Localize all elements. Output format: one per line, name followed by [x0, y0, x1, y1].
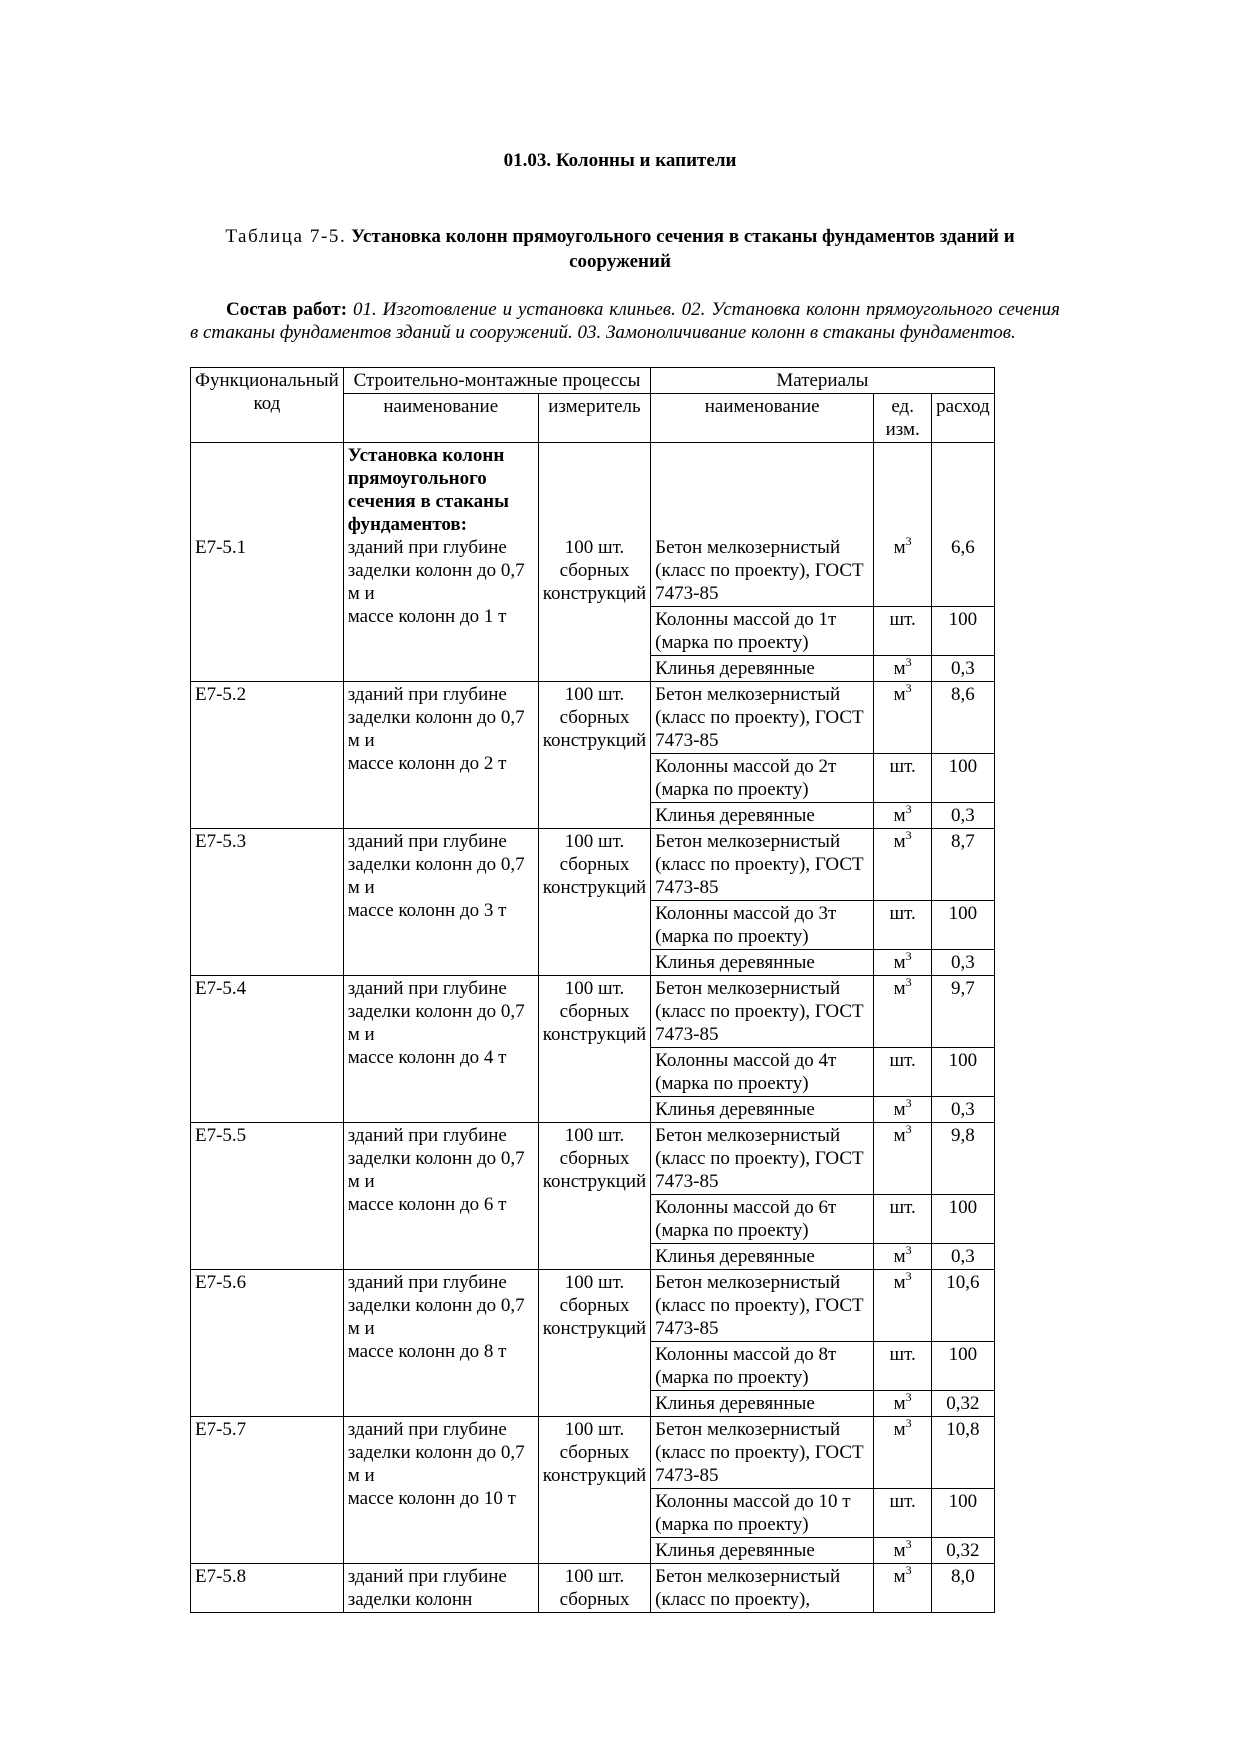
header-meter: измеритель: [538, 394, 650, 443]
row-meter: 100 шт. сборных конструкций: [542, 978, 647, 1045]
material-qty: [932, 976, 995, 1048]
material-name: [651, 1195, 874, 1244]
qty-text: 6,6: [951, 537, 975, 558]
material-name: [651, 1048, 874, 1097]
material-unit: [874, 1538, 932, 1564]
composition-text: 01. Изготовление и установка клиньев. 02. Установка колонн прямоугольного сечения в стаканы фундаментов зданий и сооружений. 03. Замоноличивание колонн в стаканы фундаментов.: [190, 299, 1060, 343]
material-qty: [932, 1244, 995, 1270]
table-title-prefix: Таблица 7-5.: [225, 226, 347, 247]
material-name-text: Клинья деревянные: [655, 1099, 815, 1120]
qty-text: 100: [948, 1491, 978, 1512]
qty-text: 100: [948, 1344, 978, 1365]
qty-text: 0,3: [951, 1246, 975, 1267]
cell-meter: [538, 1270, 650, 1417]
header-material-name: наименование: [651, 394, 874, 443]
qty-text: 8,0: [951, 1566, 975, 1587]
page-heading: 01.03. Колонны и капители: [503, 150, 737, 171]
material-name-text: Колонны массой до 3т (марка по проекту): [655, 903, 837, 947]
row-meter: 100 шт. сборных конструкций: [542, 1125, 647, 1192]
material-qty: [932, 1489, 995, 1538]
row-meter: 100 шт. сборных конструкций: [542, 684, 647, 751]
material-qty: [932, 656, 995, 682]
material-unit: [874, 607, 932, 656]
material-name-text: Бетон мелкозернистый (класс по проекту),: [655, 1566, 841, 1610]
qty-text: 100: [948, 1197, 978, 1218]
material-name-text: Колонны массой до 2т (марка по проекту): [655, 756, 837, 800]
material-name: [651, 443, 874, 607]
qty-text: 8,7: [951, 831, 975, 852]
unit-text: м: [893, 978, 906, 999]
material-name-text: Колонны массой до 4т (марка по проекту): [655, 1050, 837, 1094]
unit-exponent: 3: [905, 655, 912, 669]
unit-text: шт.: [889, 1491, 916, 1512]
material-qty: [932, 1195, 995, 1244]
unit-exponent: 3: [905, 1269, 912, 1283]
unit-text: шт.: [889, 756, 916, 777]
qty-text: 10,6: [946, 1272, 980, 1293]
cell-process: [343, 1123, 538, 1270]
material-name: [651, 976, 874, 1048]
table-title-main: Установка колонн прямоугольного сечения в стаканы фундаментов зданий и сооружений: [351, 226, 1015, 272]
cell-code: [191, 1123, 344, 1270]
row-meter: 100 шт. сборных конструкций: [542, 1419, 647, 1486]
row-meter: 100 шт. сборных конструкций: [542, 1272, 647, 1339]
process-mass: массе колонн до 4 т: [347, 1047, 507, 1068]
cell-code: [191, 829, 344, 976]
table-title: [190, 224, 1050, 274]
material-name: [651, 1564, 874, 1613]
group-heading: Установка колонн прямоугольного сечения в стаканы фундаментов:: [347, 445, 509, 535]
process-text: зданий при глубине заделки колонн до 0,7 м и: [347, 1125, 525, 1192]
material-unit: [874, 1123, 932, 1195]
cell-code: [191, 1270, 344, 1417]
composition-label: Состав работ:: [226, 299, 348, 320]
process-mass: массе колонн до 3 т: [347, 900, 507, 921]
material-qty: [932, 443, 995, 607]
header-process-name: наименование: [343, 394, 538, 443]
material-name: [651, 1244, 874, 1270]
cell-meter: [538, 829, 650, 976]
material-qty: [932, 803, 995, 829]
qty-text: 8,6: [951, 684, 975, 705]
qty-text: 10,8: [946, 1419, 980, 1440]
material-name-text: Колонны массой до 8т (марка по проекту): [655, 1344, 837, 1388]
unit-exponent: 3: [905, 534, 912, 548]
material-qty: [932, 829, 995, 901]
process-text: зданий при глубине заделки колонн до 0,7 м и: [347, 537, 525, 604]
material-unit: [874, 1244, 932, 1270]
row-meter: 100 шт. сборных конструкций: [542, 831, 647, 898]
header-unit: ед. изм.: [874, 394, 932, 443]
unit-exponent: 3: [905, 1537, 912, 1551]
header-processes: Строительно-монтажные процессы: [343, 368, 650, 394]
unit-exponent: 3: [905, 975, 912, 989]
material-name-text: Клинья деревянные: [655, 1540, 815, 1561]
unit-text: шт.: [889, 1050, 916, 1071]
material-unit: [874, 976, 932, 1048]
material-name: [651, 1417, 874, 1489]
row-code: Е7-5.1: [195, 537, 247, 558]
material-name: [651, 1538, 874, 1564]
unit-text: м: [893, 658, 906, 679]
material-unit: [874, 1195, 932, 1244]
material-name-text: Бетон мелкозернистый (класс по проекту), ГОСТ 7473-85: [655, 1125, 864, 1192]
cell-process: [343, 682, 538, 829]
table-header-row-1: [191, 368, 995, 394]
unit-text: шт.: [889, 609, 916, 630]
unit-exponent: 3: [905, 681, 912, 695]
process-text: зданий при глубине заделки колонн до 0,7 м и: [347, 978, 525, 1045]
process-mass: массе колонн до 8 т: [347, 1341, 507, 1362]
row-meter: 100 шт. сборных: [559, 1566, 630, 1610]
unit-text: шт.: [889, 903, 916, 924]
material-unit: [874, 443, 932, 607]
material-qty: [932, 1538, 995, 1564]
material-unit: [874, 950, 932, 976]
cell-code: [191, 976, 344, 1123]
process-mass: массе колонн до 6 т: [347, 1194, 507, 1215]
row-code: Е7-5.2: [195, 684, 247, 705]
cell-meter: [538, 1564, 650, 1613]
material-unit: [874, 1489, 932, 1538]
qty-text: 0,3: [951, 1099, 975, 1120]
cell-meter: [538, 443, 650, 682]
qty-text: 100: [948, 609, 978, 630]
material-name-text: Клинья деревянные: [655, 952, 815, 973]
material-name: [651, 1342, 874, 1391]
unit-text: м: [893, 1419, 906, 1440]
material-name-text: Колонны массой до 1т (марка по проекту): [655, 609, 837, 653]
header-code: Функциональный код: [191, 368, 344, 443]
material-name: [651, 656, 874, 682]
unit-exponent: 3: [905, 1416, 912, 1430]
row-code: Е7-5.4: [195, 978, 247, 999]
material-qty: [932, 1123, 995, 1195]
header-materials: Материалы: [651, 368, 995, 394]
row-code: Е7-5.3: [195, 831, 247, 852]
table-row: [191, 1417, 995, 1489]
cell-process: [343, 1270, 538, 1417]
material-qty: [932, 1342, 995, 1391]
material-unit: [874, 803, 932, 829]
unit-text: шт.: [889, 1197, 916, 1218]
unit-text: м: [893, 1272, 906, 1293]
table-row: [191, 443, 995, 607]
material-name: [651, 1123, 874, 1195]
norms-table: [190, 367, 995, 1613]
material-name-text: Клинья деревянные: [655, 805, 815, 826]
row-meter: 100 шт. сборных конструкций: [542, 537, 647, 604]
unit-text: м: [893, 1125, 906, 1146]
material-qty: [932, 682, 995, 754]
material-name: [651, 950, 874, 976]
table-row: [191, 1270, 995, 1342]
material-name: [651, 1097, 874, 1123]
unit-exponent: 3: [905, 828, 912, 842]
qty-text: 100: [948, 756, 978, 777]
material-name-text: Бетон мелкозернистый (класс по проекту), ГОСТ 7473-85: [655, 684, 864, 751]
qty-text: 0,32: [946, 1393, 980, 1414]
material-unit: [874, 754, 932, 803]
material-name: [651, 901, 874, 950]
material-unit: [874, 656, 932, 682]
qty-text: 0,32: [946, 1540, 980, 1561]
unit-exponent: 3: [905, 1390, 912, 1404]
cell-code: [191, 443, 344, 682]
material-name-text: Бетон мелкозернистый (класс по проекту), ГОСТ 7473-85: [655, 537, 864, 604]
qty-text: 100: [948, 1050, 978, 1071]
process-mass: массе колонн до 1 т: [347, 606, 507, 627]
unit-text: м: [893, 1393, 906, 1414]
material-name: [651, 754, 874, 803]
process-mass: массе колонн до 10 т: [347, 1488, 516, 1509]
material-qty: [932, 754, 995, 803]
material-unit: [874, 1564, 932, 1613]
unit-exponent: 3: [905, 1563, 912, 1577]
material-unit: [874, 829, 932, 901]
cell-code: [191, 1417, 344, 1564]
material-unit: [874, 1417, 932, 1489]
row-code: Е7-5.6: [195, 1272, 247, 1293]
cell-meter: [538, 1417, 650, 1564]
unit-text: шт.: [889, 1344, 916, 1365]
process-text: зданий при глубине заделки колонн до 0,7 м и: [347, 684, 525, 751]
process-text: зданий при глубине заделки колонн до 0,7 м и: [347, 831, 525, 898]
material-qty: [932, 901, 995, 950]
material-name-text: Колонны массой до 10 т (марка по проекту): [655, 1491, 851, 1535]
table-row: [191, 829, 995, 901]
qty-text: 0,3: [951, 952, 975, 973]
material-unit: [874, 1097, 932, 1123]
unit-exponent: 3: [905, 1243, 912, 1257]
cell-meter: [538, 682, 650, 829]
material-qty: [932, 1564, 995, 1613]
cell-process: [343, 1564, 538, 1613]
unit-exponent: 3: [905, 949, 912, 963]
material-name: [651, 1489, 874, 1538]
material-name-text: Бетон мелкозернистый (класс по проекту), ГОСТ 7473-85: [655, 831, 864, 898]
header-consumption: расход: [932, 394, 995, 443]
unit-text: м: [893, 1099, 906, 1120]
material-name: [651, 682, 874, 754]
material-qty: [932, 607, 995, 656]
cell-process: [343, 1417, 538, 1564]
material-qty: [932, 1417, 995, 1489]
unit-text: м: [893, 805, 906, 826]
material-name: [651, 1270, 874, 1342]
unit-exponent: 3: [905, 1096, 912, 1110]
unit-text: м: [893, 684, 906, 705]
material-unit: [874, 1270, 932, 1342]
material-unit: [874, 1342, 932, 1391]
process-text: зданий при глубине заделки колонн до 0,7 м и: [347, 1272, 525, 1339]
cell-meter: [538, 976, 650, 1123]
work-composition: [190, 298, 1060, 344]
material-name-text: Клинья деревянные: [655, 1393, 815, 1414]
table-row: [191, 682, 995, 754]
qty-text: 0,3: [951, 805, 975, 826]
material-qty: [932, 950, 995, 976]
cell-process: [343, 976, 538, 1123]
row-code: Е7-5.7: [195, 1419, 247, 1440]
material-unit: [874, 1391, 932, 1417]
unit-text: м: [893, 831, 906, 852]
cell-meter: [538, 1123, 650, 1270]
row-code: Е7-5.8: [195, 1566, 247, 1587]
material-qty: [932, 1048, 995, 1097]
unit-text: м: [893, 1540, 906, 1561]
material-qty: [932, 1270, 995, 1342]
material-name-text: Бетон мелкозернистый (класс по проекту), ГОСТ 7473-85: [655, 1272, 864, 1339]
unit-exponent: 3: [905, 1122, 912, 1136]
qty-text: 9,8: [951, 1125, 975, 1146]
material-name-text: Бетон мелкозернистый (класс по проекту), ГОСТ 7473-85: [655, 1419, 864, 1486]
qty-text: 100: [948, 903, 978, 924]
cell-process: [343, 443, 538, 682]
table-row: [191, 1564, 995, 1613]
table-row: [191, 1123, 995, 1195]
material-name-text: Бетон мелкозернистый (класс по проекту), ГОСТ 7473-85: [655, 978, 864, 1045]
material-qty: [932, 1391, 995, 1417]
process-mass: массе колонн до 2 т: [347, 753, 507, 774]
material-name: [651, 803, 874, 829]
row-code: Е7-5.5: [195, 1125, 247, 1146]
process-text: зданий при глубине заделки колонн: [347, 1566, 507, 1610]
qty-text: 9,7: [951, 978, 975, 999]
material-qty: [932, 1097, 995, 1123]
cell-process: [343, 829, 538, 976]
process-text: зданий при глубине заделки колонн до 0,7 м и: [347, 1419, 525, 1486]
material-unit: [874, 682, 932, 754]
material-unit: [874, 901, 932, 950]
cell-code: [191, 682, 344, 829]
material-name: [651, 829, 874, 901]
unit-exponent: 3: [905, 802, 912, 816]
material-name: [651, 607, 874, 656]
material-name-text: Клинья деревянные: [655, 1246, 815, 1267]
unit-text: м: [893, 1246, 906, 1267]
cell-code: [191, 1564, 344, 1613]
unit-text: м: [893, 952, 906, 973]
unit-text: м: [893, 1566, 906, 1587]
material-name-text: Колонны массой до 6т (марка по проекту): [655, 1197, 837, 1241]
material-unit: [874, 1048, 932, 1097]
table-row: [191, 976, 995, 1048]
material-name: [651, 1391, 874, 1417]
qty-text: 0,3: [951, 658, 975, 679]
material-name-text: Клинья деревянные: [655, 658, 815, 679]
unit-text: м: [893, 537, 906, 558]
